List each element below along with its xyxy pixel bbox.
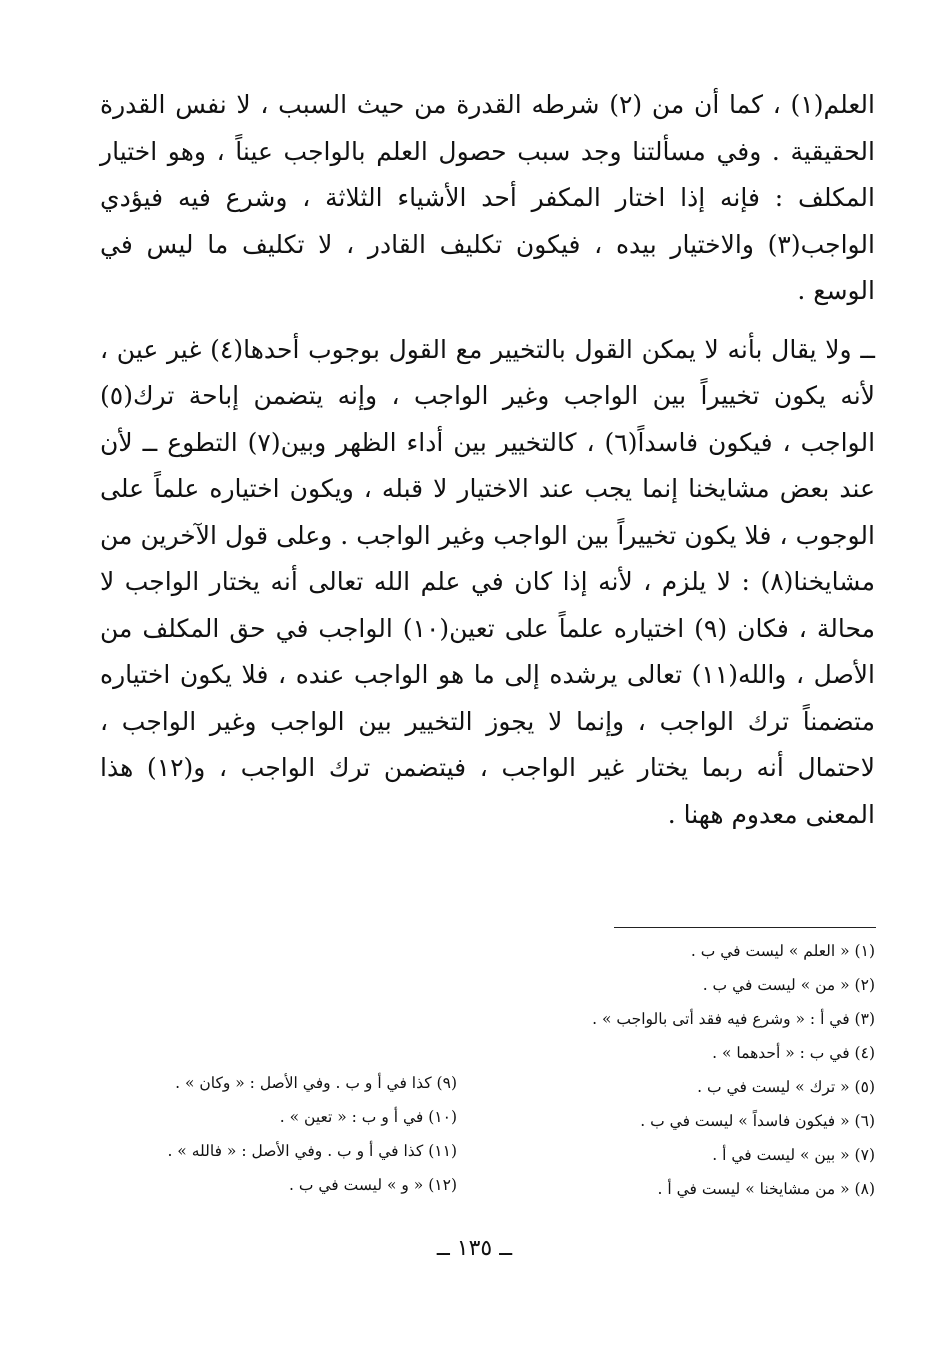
- footnote-6: (٦) « فيكون فاسداً » ليست في ب .: [640, 1112, 875, 1130]
- footnote-5: (٥) « ترك » ليست في ب .: [697, 1078, 875, 1096]
- footnote-3: (٣) في أ : « وشرع فيه فقد أتى بالواجب » .: [592, 1010, 875, 1028]
- page-number: ــ ١٣٥ ــ: [436, 1236, 513, 1261]
- footnote-7: (٧) « بين » ليست في أ .: [712, 1146, 875, 1164]
- paragraph-1: العلم(١) ، كما أن من (٢) شرطه القدرة من حيث السبب ، لا نفس القدرة الحقيقية . وفي مسألتنا وجد سبب حصول العلم بالواجب عيناً ، وهو اختيار المكلف : فإنه إذا اختار المكفر أحد الأشياء الثلاثة ، وشرع فيه فيؤدي الواجب(٣) والاختيار بيده ، فيكون تكليف القادر ، لا تكليف ما ليس في الوسع .: [100, 90, 875, 305]
- footnote-11: (١١) كذا في أ و ب . وفي الأصل : « فالله » .: [167, 1142, 457, 1160]
- footnotes-left-column: [97, 1066, 457, 1202]
- footnote-1: (١) « العلم » ليست في ب .: [690, 942, 875, 960]
- main-text: [100, 82, 875, 838]
- footnote-10: (١٠) في أ و ب : « تعين » .: [279, 1108, 457, 1126]
- footnotes-right-column: [520, 934, 875, 1206]
- paragraph-2: ــ ولا يقال بأنه لا يمكن القول بالتخيير مع القول بوجوب أحدها(٤) غير عين ، لأنه يكون تخييراً بين الواجب وغير الواجب ، وإنه يتضمن إباحة ترك(٥) الواجب ، فيكون فاسداً(٦) ، كالتخيير بين أداء الظهر وبين(٧) التطوع ــ لأن عند بعض مشايخنا إنما يجب عند الاختيار لا قبله ، ويكون اختياره علماً على الوجوب ، فلا يكون تخييراً بين الواجب وغير الواجب . وعلى قول الآخرين من مشايخنا(٨) : لا يلزم ، لأنه إذا كان في علم الله تعالى أنه يختار الواجب لا محالة ، فكان (٩) اختياره علماً على تعين(١٠) الواجب في حق المكلف من الأصل ، والله(١١) تعالى يرشده إلى ما هو الواجب عنده ، فلا يكون اختياره متضمناً ترك الواجب ، وإنما لا يجوز التخيير بين الواجب وغير الواجب ، لاحتمال أنه ربما يختار غير الواجب ، فيتضمن ترك الواجب ، و(١٢) هذا المعنى معدوم ههنا .: [100, 334, 876, 829]
- footnote-4: (٤) في ب : « أحدهما » .: [712, 1044, 875, 1062]
- footnote-8: (٨) « من مشايخنا » ليست في أ .: [657, 1180, 875, 1198]
- footnote-2: (٢) « من » ليست في ب .: [702, 976, 875, 994]
- footnote-12: (١٢) « و » ليست في ب .: [288, 1176, 457, 1194]
- footnote-divider: [614, 927, 876, 928]
- footnote-9: (٩) كذا في أ و ب . وفي الأصل : « وكان » .: [175, 1074, 457, 1092]
